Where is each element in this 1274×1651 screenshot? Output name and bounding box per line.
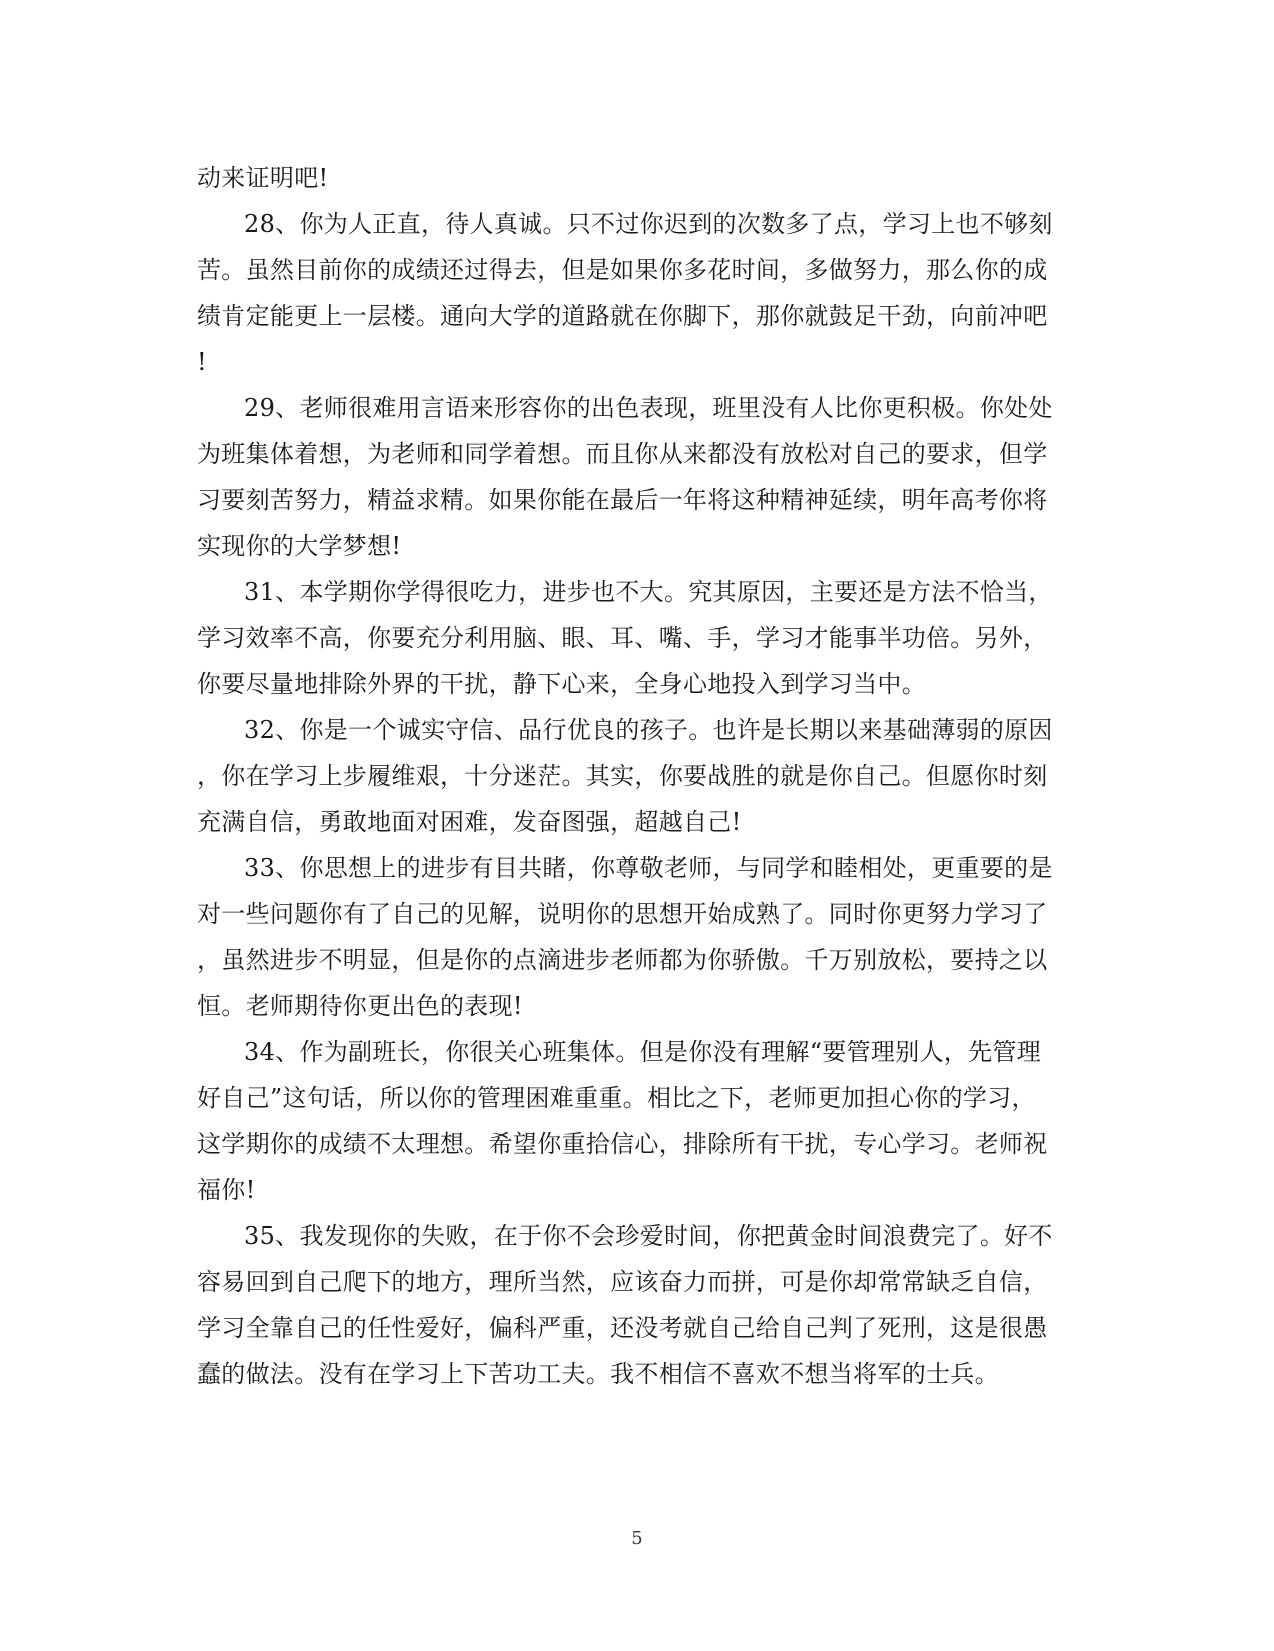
text-line: 动来证明吧! (197, 164, 329, 192)
text-line: 学习效率不高，你要充分利用脑、眼、耳、嘴、手，学习才能事半功倍。另外， (197, 624, 1048, 652)
text-line: 习要刻苦努力，精益求精。如果你能在最后一年将这种精神延续，明年高考你将 (197, 486, 1048, 514)
page-number: 5 (631, 1528, 643, 1549)
text-line: 恒。老师期待你更出色的表现! (197, 992, 523, 1020)
text-line: 34、作为副班长，你很关心班集体。但是你没有理解“要管理别人，先管理 (244, 1038, 1042, 1066)
text-line: 29、老师很难用言语来形容你的出色表现，班里没有人比你更积极。你处处 (244, 394, 1053, 422)
text-line: ! (197, 348, 207, 376)
text-line: 你要尽量地排除外界的干扰，静下心来，全身心地投入到学习当中。 (197, 670, 926, 698)
text-line: ，虽然进步不明显，但是你的点滴进步老师都为你骄傲。千万别放松，要持之以 (197, 946, 1048, 974)
text-line: 实现你的大学梦想! (197, 532, 402, 560)
text-line: 福你! (197, 1176, 256, 1204)
text-line: 33、你思想上的进步有目共睹，你尊敬老师，与同学和睦相处，更重要的是 (244, 854, 1053, 882)
text-line: 32、你是一个诚实守信、品行优良的孩子。也许是长期以来基础薄弱的原因 (244, 716, 1053, 744)
text-line: ，你在学习上步履维艰，十分迷茫。其实，你要战胜的就是你自己。但愿你时刻 (197, 762, 1048, 790)
text-line: 学习全靠自己的任性爱好，偏科严重，还没考就自己给自己判了死刑，这是很愚 (197, 1314, 1048, 1342)
text-line: 28、你为人正直，待人真诚。只不过你迟到的次数多了点，学习上也不够刻 (244, 210, 1053, 238)
text-line: 这学期你的成绩不太理想。希望你重拾信心，排除所有干扰，专心学习。老师祝 (197, 1130, 1048, 1158)
text-line: 蠢的做法。没有在学习上下苦功工夫。我不相信不喜欢不想当将军的士兵。 (197, 1360, 999, 1388)
text-line: 35、我发现你的失败，在于你不会珍爱时间，你把黄金时间浪费完了。好不 (244, 1222, 1053, 1250)
text-line: 充满自信，勇敢地面对困难，发奋图强，超越自己! (197, 808, 742, 836)
text-line: 容易回到自己爬下的地方，理所当然，应该奋力而拼，可是你却常常缺乏自信， (197, 1268, 1048, 1296)
text-line: 绩肯定能更上一层楼。通向大学的道路就在你脚下，那你就鼓足干劲，向前冲吧 (197, 302, 1048, 330)
text-line: 对一些问题你有了自己的见解，说明你的思想开始成熟了。同时你更努力学习了 (197, 900, 1048, 928)
text-line: 苦。虽然目前你的成绩还过得去，但是如果你多花时间，多做努力，那么你的成 (197, 256, 1048, 284)
text-line: 31、本学期你学得很吃力，进步也不大。究其原因，主要还是方法不恰当， (244, 578, 1053, 606)
text-line: 好自己”这句话，所以你的管理困难重重。相比之下，老师更加担心你的学习， (197, 1084, 1036, 1112)
text-line: 为班集体着想，为老师和同学着想。而且你从来都没有放松对自己的要求，但学 (197, 440, 1048, 468)
